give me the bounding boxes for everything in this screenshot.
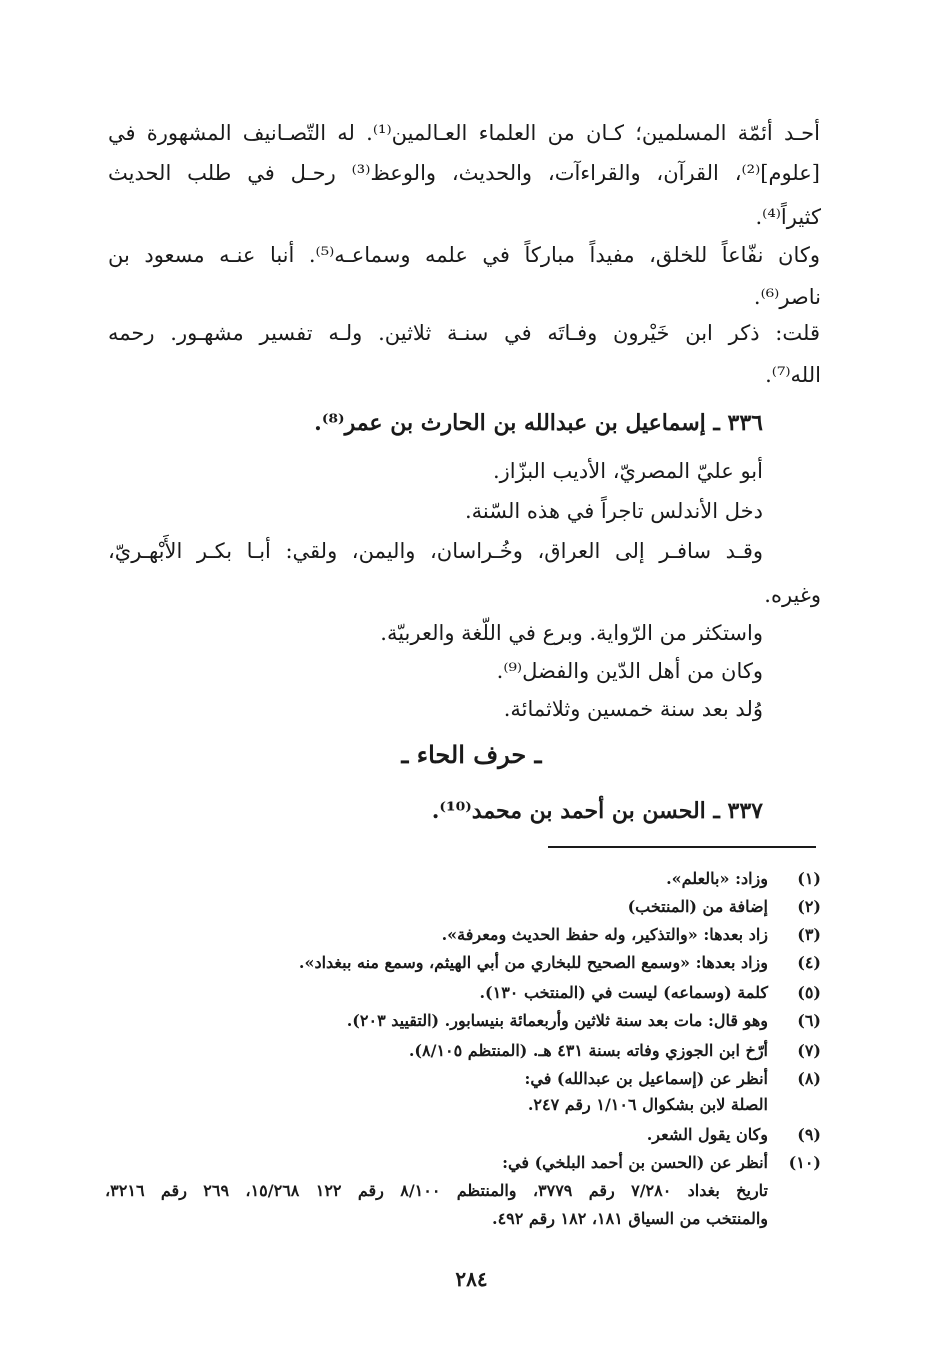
body-line: وكان نفّاعاً للخلق، مفيداً مباركاً في علمه وسماعـه⁽⁵⁾. أنبا عنـه مسعود بن <box>108 243 820 267</box>
body-line: دخل الأندلس تاجراً في هذه السّنة. <box>465 499 763 523</box>
footnote-number: (٨) <box>797 1069 821 1088</box>
entry-heading: ٣٣٧ ـ الحسن بن أحمد بن محمد⁽¹⁰⁾. <box>431 798 763 824</box>
footnote-number: (٥) <box>797 983 821 1002</box>
footnote-text: أرّخ ابن الجوزي وفاته بسنة ٤٣١ هـ. (المنتظم ٨/١٠٥). <box>408 1041 768 1060</box>
footnote-text: إضافة من (المنتخب) <box>627 897 768 916</box>
footnote-separator <box>548 846 816 848</box>
footnote-text: كلمة (وسماعه) ليست في (المنتخب ١٣٠). <box>479 983 768 1002</box>
footnote-number: (٩) <box>797 1125 821 1144</box>
footnote-number: (٢) <box>797 897 821 916</box>
footnote-text: وكان يقول الشعر. <box>646 1125 768 1144</box>
footnote-text: الصلة لابن بشكوال ١/١٠٦ رقم ٢٤٧. <box>527 1095 768 1114</box>
body-line: أبو عليّ المصريّ، الأديب البزّاز. <box>492 459 763 483</box>
body-line: الله⁽⁷⁾. <box>765 363 821 387</box>
footnote-text: أنظر عن (إسماعيل بن عبدالله) في: <box>524 1069 768 1088</box>
footnote-text: أنظر عن (الحسن بن أحمد البلخي) في: <box>502 1153 768 1172</box>
footnote-text: وهو قال: مات بعد سنة ثلاثين وأربعمائة بنيسابور. (التقييد ٢٠٣). <box>346 1011 768 1030</box>
footnote-number: (٧) <box>797 1041 821 1060</box>
body-line: وقـد سافـر إلى العراق، وخُـراسان، واليمن، ولقي: أبـا بكـر الأَبْهـريّ، <box>108 539 763 563</box>
footnote-number: (٦) <box>797 1011 821 1030</box>
body-line: كثيراً⁽⁴⁾. <box>755 205 821 229</box>
footnote-number: (١) <box>797 869 821 888</box>
footnote-number: (١٠) <box>788 1153 821 1172</box>
footnote-text: وزاد: «بالعلم». <box>666 869 768 888</box>
footnote-number: (٤) <box>797 953 821 972</box>
footnote-text: وزاد بعدها: «وسمع الصحيح للبخاري من أبي الهيثم، وسمع منه ببغداد». <box>298 953 768 972</box>
page-number: ٢٨٤ <box>455 1267 488 1291</box>
footnote-text: تاريخ بغداد ٧/٢٨٠ رقم ٣٧٧٩، والمنتظم ٨/١٠٠ رقم ١٢٢ ١٥/٢٦٨، ٢٦٩ رقم ٣٢١٦، <box>105 1181 768 1200</box>
entry-heading: ٣٣٦ ـ إسماعيل بن عبدالله بن الحارث بن عمر⁽⁸⁾. <box>314 410 763 436</box>
body-line: ناصر⁽⁶⁾. <box>753 285 821 309</box>
footnote-number: (٣) <box>797 925 821 944</box>
body-line: قلت: ذكر ابن خَيْرون وفـاتَه في سنـة ثلاثين. ولـه تفسير مشهـور. رحمه <box>108 321 820 345</box>
footnote-text: والمنتخب من السياق ١٨١، ١٨٢ رقم ٤٩٢. <box>492 1209 768 1228</box>
footnote-text: زاد بعدها: «والتذكير، وله حفظ الحديث ومعرفة». <box>441 925 768 944</box>
body-line: واستكثر من الرّواية. وبرع في اللّغة والعربيّة. <box>380 621 763 645</box>
body-line: وغيره. <box>764 583 821 607</box>
section-title: ـ حرف الحاء ـ <box>401 740 542 769</box>
body-line: أحـد أئمّة المسلمين؛ كـان من العلماء العـالمين⁽¹⁾. له التّصـانيف المشهورة في <box>108 121 820 145</box>
body-line: وُلد بعد سنة خمسين وثلاثمائة. <box>503 697 763 721</box>
body-line: [علوم]⁽²⁾، القرآن، والقراءآت، والحديث، والوعظ⁽³⁾ رحـل في طلب الحديث <box>108 161 820 185</box>
body-line: وكان من أهل الدّين والفضل⁽⁹⁾. <box>496 659 763 683</box>
